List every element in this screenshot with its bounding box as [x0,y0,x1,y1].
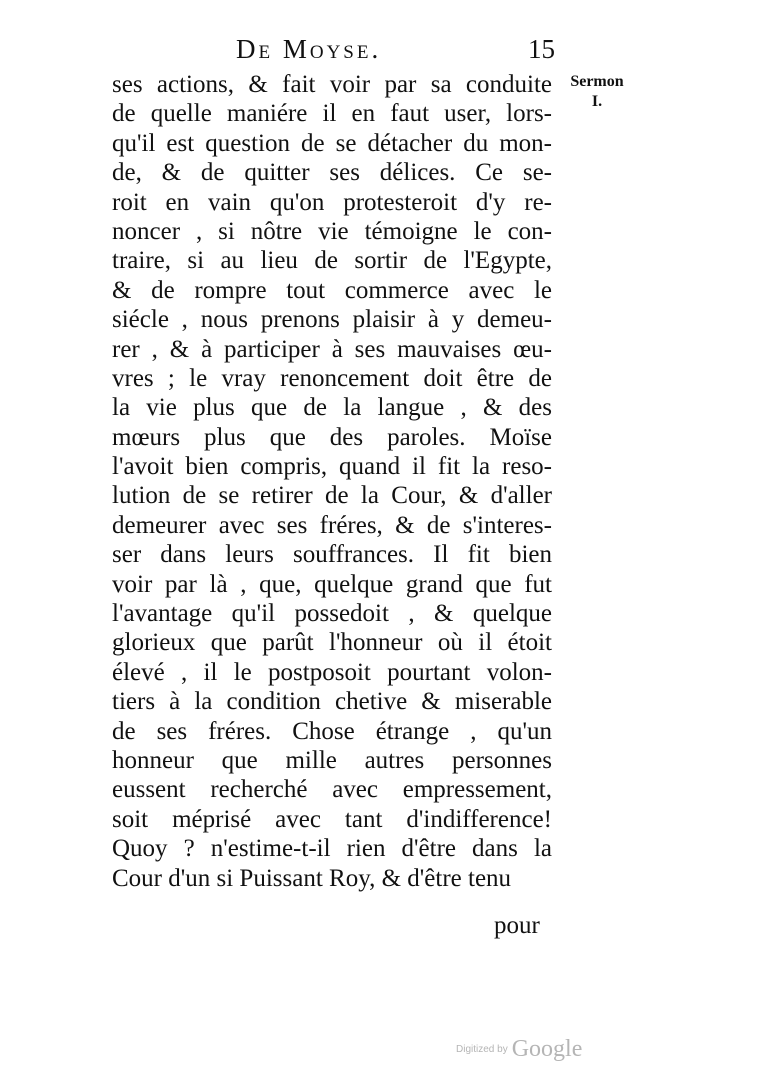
text-line: soit méprisé avec tant d'indifference! [112,805,552,833]
text-line: l'avoit bien compris, quand il fit la reso- [112,453,552,481]
text-line: ses actions, & fait voir par sa conduite [112,71,552,98]
text-line: de ses fréres. Chose étrange , qu'un [112,717,552,745]
digitized-watermark [456,1036,582,1063]
text-line: élevé , il le postposoit pourtant volon- [112,658,552,686]
text-line: noncer , si nôtre vie témoigne le con- [112,217,552,245]
text-line: de, & de quitter ses délices. Ce se- [112,159,552,187]
text-line: glorieux que parût l'honneur où il étoit [112,629,552,657]
text-line: la vie plus que de la langue , & des [112,394,552,422]
text-line: Cour d'un si Puissant Roy, & d'être tenu [112,864,512,892]
text-line: de quelle maniére il en faut user, lors- [112,100,552,128]
body-text [112,70,552,893]
page-number: 15 [528,34,555,64]
text-line: vres ; le vray renoncement doit être de [112,364,552,392]
text-line: siécle , nous prenons plaisir à y demeu- [112,306,552,334]
text-line: honneur que mille autres personnes [112,746,552,774]
text-line: qu'il est question de se détacher du mon- [112,129,552,157]
watermark-brand: Google [511,1036,583,1062]
text-line: roit en vain qu'on protesteroit d'y re- [112,188,552,216]
catchword: pour [494,912,540,939]
text-line: tiers à la condition chetive & miserable [112,688,552,716]
text-line: demeurer avec ses fréres, & de s'interes- [112,511,552,539]
text-line: rer , & à participer à ses mauvaises œu- [112,335,552,363]
marginal-note [564,72,630,112]
text-line: ser dans leurs souffrances. Il fit bien [112,541,552,569]
text-line: Quoy ? n'estime-t-il rien d'être dans la [112,835,552,863]
text-line: & de rompre tout commerce avec le [112,276,552,304]
marginal-note-line: Sermon [570,73,624,90]
watermark-prefix: Digitized by [456,1044,508,1055]
text-line: voir par là , que, quelque grand que fut [112,570,552,598]
text-line: traire, si au lieu de sortir de l'Egypte, [112,247,552,275]
text-line: eussent recherché avec empressement, [112,776,552,804]
marginal-note-line: I. [591,93,603,110]
text-line: l'avantage qu'il possedoit , & quelque [112,600,552,628]
running-head: De Moyse. [236,34,382,64]
text-line: mœurs plus que des paroles. Moïse [112,423,552,451]
text-line: lution de se retirer de la Cour, & d'aller [112,482,552,510]
